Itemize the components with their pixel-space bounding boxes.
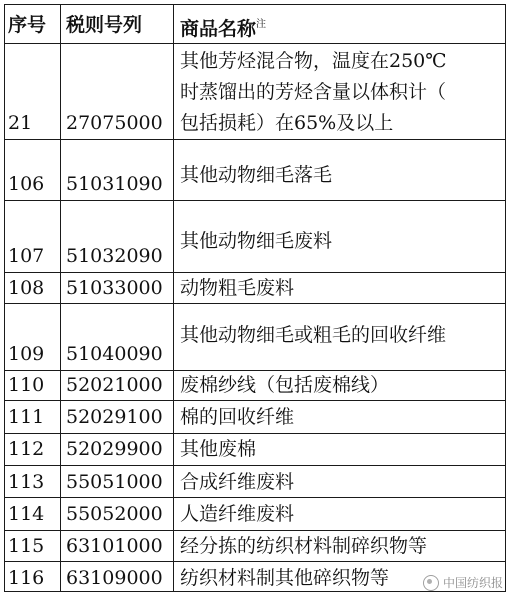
row-divider [4, 400, 506, 401]
row-name: 其他动物细毛落毛 [180, 164, 333, 186]
watermark-text: 中国纺织报 [442, 576, 503, 590]
row-name: 动物粗毛废料 [180, 277, 295, 299]
row-name-line: 包括损耗）在65%及以上 [180, 112, 394, 134]
header-product-name [180, 14, 266, 40]
row-seq: 21 [8, 112, 33, 134]
row-name: 棉的回收纤维 [180, 406, 295, 428]
row-divider [4, 465, 506, 466]
row-seq: 108 [8, 277, 45, 299]
row-name: 经分拣的纺织材料制碎织物等 [180, 535, 428, 557]
row-name: 其他动物细毛或粗毛的回收纤维 [180, 324, 447, 346]
row-seq: 116 [8, 567, 45, 589]
row-divider [4, 43, 506, 44]
watermark [423, 574, 503, 591]
row-seq: 110 [8, 374, 45, 396]
row-seq: 115 [8, 535, 45, 557]
row-divider [4, 272, 506, 273]
row-code: 27075000 [66, 112, 163, 134]
row-name: 合成纤维废料 [180, 471, 295, 493]
commodity-table [4, 4, 506, 592]
header-tariff-code: 税则号列 [66, 14, 143, 36]
row-divider [4, 561, 506, 562]
row-divider [4, 303, 506, 304]
row-seq: 109 [8, 343, 45, 365]
row-divider [4, 433, 506, 434]
row-code: 52029900 [66, 438, 163, 460]
column-divider [60, 4, 61, 592]
row-divider [4, 139, 506, 140]
row-code: 55051000 [66, 471, 163, 493]
row-divider [4, 497, 506, 498]
row-seq: 114 [8, 503, 45, 525]
row-divider [4, 370, 506, 371]
column-divider [173, 4, 174, 592]
wechat-logo-icon [423, 575, 439, 591]
row-divider [4, 200, 506, 201]
row-name: 废棉纱线（包括废棉线） [180, 374, 390, 396]
row-code: 55052000 [66, 503, 163, 525]
row-name: 纺织材料制其他碎织物等 [180, 567, 390, 589]
row-seq: 112 [8, 438, 45, 460]
row-name-line: 时蒸馏出的芳烃含量以体积计（ [180, 81, 447, 103]
row-code: 51031090 [66, 173, 163, 195]
row-code: 51033000 [66, 277, 163, 299]
row-seq: 107 [8, 245, 45, 267]
row-code: 51032090 [66, 245, 163, 267]
row-code: 51040090 [66, 343, 163, 365]
row-code: 52021000 [66, 374, 163, 396]
row-divider [4, 530, 506, 531]
row-code: 63101000 [66, 535, 163, 557]
row-seq: 113 [8, 471, 45, 493]
row-code: 52029100 [66, 406, 163, 428]
row-name: 其他动物细毛废料 [180, 230, 333, 252]
row-seq: 111 [8, 406, 45, 428]
header-note-mark: 注 [256, 19, 267, 30]
row-seq: 106 [8, 173, 45, 195]
row-name: 其他废棉 [180, 438, 257, 460]
header-seq: 序号 [8, 14, 47, 36]
row-code: 63109000 [66, 567, 163, 589]
row-name: 人造纤维废料 [180, 503, 295, 525]
row-name-line: 其他芳烃混合物，温度在250℃ [180, 50, 447, 72]
header-product-name-label: 商品名称 [180, 18, 257, 40]
